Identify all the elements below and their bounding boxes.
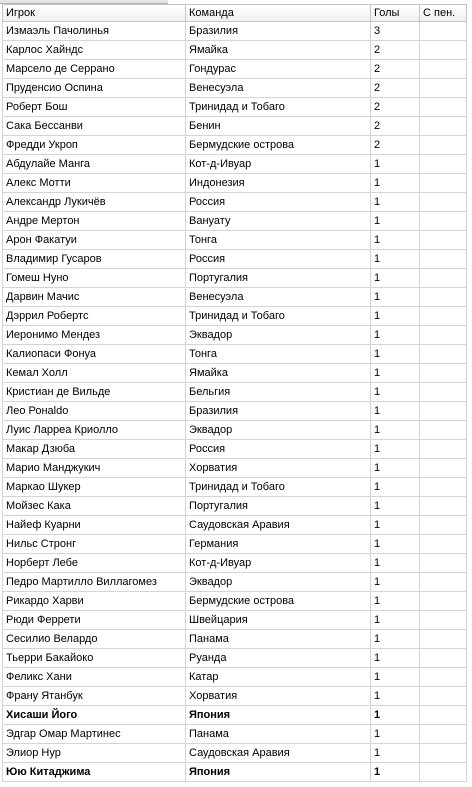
column-header-player[interactable]: Игрок (2, 5, 186, 21)
cell-goals: 1 (371, 725, 420, 743)
cell-penalties (420, 345, 467, 363)
cell-team: Панама (186, 630, 371, 648)
cell-penalties (420, 459, 467, 477)
cell-goals: 1 (371, 573, 420, 591)
cell-penalties (420, 611, 467, 629)
cell-player: Франу Ятанбук (2, 687, 186, 705)
cell-player: Эдгар Омар Мартинес (2, 725, 186, 743)
table-row[interactable] (2, 668, 467, 687)
cell-player: Владимир Гусаров (2, 250, 186, 268)
cell-goals: 1 (371, 212, 420, 230)
cell-team: Германия (186, 535, 371, 553)
cell-player: Калиопаси Фонуа (2, 345, 186, 363)
cell-penalties (420, 421, 467, 439)
cell-goals: 2 (371, 117, 420, 135)
cell-penalties (420, 98, 467, 116)
cell-player: Марио Манджукич (2, 459, 186, 477)
cell-penalties (420, 497, 467, 515)
cell-team: Тринидад и Тобаго (186, 98, 371, 116)
cell-penalties (420, 687, 467, 705)
cell-penalties (420, 573, 467, 591)
cell-team: Тонга (186, 345, 371, 363)
cell-team: Руанда (186, 649, 371, 667)
cell-goals: 1 (371, 326, 420, 344)
cell-penalties (420, 41, 467, 59)
table-row[interactable] (2, 592, 467, 611)
cell-team: Тринидад и Тобаго (186, 307, 371, 325)
table-row[interactable] (2, 79, 467, 98)
table-row[interactable] (2, 288, 467, 307)
table-row[interactable] (2, 725, 467, 744)
cell-player: Макар Дзюба (2, 440, 186, 458)
cell-penalties (420, 174, 467, 192)
table-row[interactable] (2, 687, 467, 706)
table-row[interactable] (2, 326, 467, 345)
cell-goals: 1 (371, 630, 420, 648)
table-row[interactable] (2, 250, 467, 269)
table-row[interactable] (2, 155, 467, 174)
cell-goals: 3 (371, 22, 420, 40)
cell-goals: 1 (371, 516, 420, 534)
cell-goals: 1 (371, 687, 420, 705)
cell-goals: 2 (371, 41, 420, 59)
cell-team: Япония (186, 763, 371, 781)
cell-team: Бразилия (186, 402, 371, 420)
table-row[interactable] (2, 421, 467, 440)
table-row[interactable] (2, 497, 467, 516)
table-row[interactable] (2, 212, 467, 231)
cell-goals: 1 (371, 744, 420, 762)
cell-player: Сака Бессанви (2, 117, 186, 135)
table-row[interactable] (2, 383, 467, 402)
cell-goals: 2 (371, 98, 420, 116)
cell-goals: 1 (371, 478, 420, 496)
cell-team: Гондурас (186, 60, 371, 78)
table-row[interactable] (2, 516, 467, 535)
cell-team: Тонга (186, 231, 371, 249)
cell-penalties (420, 155, 467, 173)
table-row[interactable] (2, 174, 467, 193)
cell-player: Карлос Хайндс (2, 41, 186, 59)
table-row[interactable] (2, 364, 467, 383)
cell-penalties (420, 763, 467, 781)
cell-goals: 1 (371, 668, 420, 686)
cell-player: Дэррил Робертс (2, 307, 186, 325)
table-row[interactable] (2, 763, 467, 782)
cell-team: Япония (186, 706, 371, 724)
cell-goals: 2 (371, 60, 420, 78)
cell-goals: 1 (371, 611, 420, 629)
cell-penalties (420, 212, 467, 230)
table-row[interactable] (2, 535, 467, 554)
cell-goals: 1 (371, 649, 420, 667)
cell-goals: 2 (371, 136, 420, 154)
cell-goals: 1 (371, 440, 420, 458)
cell-player: Юю Китаджима (2, 763, 186, 781)
table-row[interactable] (2, 744, 467, 763)
cell-player: Андре Мертон (2, 212, 186, 230)
column-header-penalties[interactable]: С пен. (420, 5, 467, 21)
table-row[interactable] (2, 41, 467, 60)
cell-penalties (420, 478, 467, 496)
cell-player: Иеронимо Мендез (2, 326, 186, 344)
cell-player: Марсело де Серрано (2, 60, 186, 78)
table-row[interactable] (2, 706, 467, 725)
cell-penalties (420, 592, 467, 610)
cell-team: Хорватия (186, 459, 371, 477)
table-row[interactable] (2, 554, 467, 573)
table-row[interactable] (2, 136, 467, 155)
cell-goals: 1 (371, 459, 420, 477)
cell-penalties (420, 706, 467, 724)
cell-player: Александр Лукичёв (2, 193, 186, 211)
table-row[interactable] (2, 459, 467, 478)
cell-team: Бермудские острова (186, 136, 371, 154)
cell-player: Маркао Шукер (2, 478, 186, 496)
cell-penalties (420, 744, 467, 762)
table-row[interactable] (2, 440, 467, 459)
cell-team: Тринидад и Тобаго (186, 478, 371, 496)
cell-player: Измаэль Пачолинья (2, 22, 186, 40)
cell-penalties (420, 630, 467, 648)
cell-goals: 1 (371, 288, 420, 306)
cell-player: Пруденсио Оспина (2, 79, 186, 97)
table-row[interactable] (2, 611, 467, 630)
cell-penalties (420, 307, 467, 325)
cell-team: Бенин (186, 117, 371, 135)
cell-goals: 1 (371, 269, 420, 287)
cell-team: Бельгия (186, 383, 371, 401)
cell-player: Элиор Нур (2, 744, 186, 762)
cell-team: Эквадор (186, 421, 371, 439)
cell-penalties (420, 288, 467, 306)
scorers-table (2, 4, 467, 782)
cell-goals: 1 (371, 402, 420, 420)
cell-penalties (420, 60, 467, 78)
cell-goals: 1 (371, 231, 420, 249)
cell-player: Алекс Мотти (2, 174, 186, 192)
table-row[interactable] (2, 307, 467, 326)
cell-goals: 1 (371, 763, 420, 781)
cell-penalties (420, 364, 467, 382)
cell-goals: 1 (371, 174, 420, 192)
cell-team: Индонезия (186, 174, 371, 192)
cell-team: Венесуэла (186, 288, 371, 306)
cell-penalties (420, 554, 467, 572)
cell-team: Саудовская Аравия (186, 516, 371, 534)
cell-penalties (420, 649, 467, 667)
cell-goals: 1 (371, 155, 420, 173)
cell-player: Абдулайе Манга (2, 155, 186, 173)
cell-team: Катар (186, 668, 371, 686)
cell-team: Венесуэла (186, 79, 371, 97)
cell-penalties (420, 440, 467, 458)
cell-penalties (420, 193, 467, 211)
cell-penalties (420, 516, 467, 534)
table-body (2, 22, 467, 782)
cell-team: Вануату (186, 212, 371, 230)
cell-player: Роберт Бош (2, 98, 186, 116)
cell-player: Норберт Лебе (2, 554, 186, 572)
cell-team: Бермудские острова (186, 592, 371, 610)
cell-team: Португалия (186, 269, 371, 287)
cell-team: Саудовская Аравия (186, 744, 371, 762)
cell-goals: 1 (371, 383, 420, 401)
cell-penalties (420, 535, 467, 553)
cell-player: Арон Факатуи (2, 231, 186, 249)
cell-penalties (420, 725, 467, 743)
cell-goals: 1 (371, 706, 420, 724)
cell-player: Сесилио Велардо (2, 630, 186, 648)
cell-team: Хорватия (186, 687, 371, 705)
table-row[interactable] (2, 573, 467, 592)
cell-team: Эквадор (186, 326, 371, 344)
cell-player: Педро Мартилло Виллагомез (2, 573, 186, 591)
cell-penalties (420, 326, 467, 344)
cell-player: Дарвин Мачис (2, 288, 186, 306)
cell-team: Ямайка (186, 41, 371, 59)
cell-goals: 1 (371, 592, 420, 610)
cell-penalties (420, 269, 467, 287)
column-header-goals[interactable]: Голы (371, 5, 420, 21)
cell-goals: 1 (371, 345, 420, 363)
cell-player: Гомеш Нуно (2, 269, 186, 287)
cell-penalties (420, 250, 467, 268)
cell-player: Лео Ронаldo (2, 402, 186, 420)
table-header (2, 4, 467, 22)
table-row[interactable] (2, 345, 467, 364)
cell-player: Хисаши Його (2, 706, 186, 724)
cell-team: Кот-д-Ивуар (186, 554, 371, 572)
cell-player: Кристиан де Вильде (2, 383, 186, 401)
table-row[interactable] (2, 117, 467, 136)
cell-goals: 1 (371, 535, 420, 553)
table-row[interactable] (2, 649, 467, 668)
cell-team: Россия (186, 440, 371, 458)
cell-team: Бразилия (186, 22, 371, 40)
cell-player: Кемал Холл (2, 364, 186, 382)
cell-player: Луис Ларреа Криолло (2, 421, 186, 439)
table-row[interactable] (2, 231, 467, 250)
cell-penalties (420, 79, 467, 97)
cell-penalties (420, 383, 467, 401)
column-header-team[interactable]: Команда (186, 5, 371, 21)
cell-goals: 1 (371, 193, 420, 211)
cell-player: Фредди Укроп (2, 136, 186, 154)
cell-player: Феликс Хани (2, 668, 186, 686)
cell-team: Португалия (186, 497, 371, 515)
cell-player: Рюди Феррети (2, 611, 186, 629)
cell-team: Эквадор (186, 573, 371, 591)
cell-goals: 1 (371, 364, 420, 382)
cell-team: Панама (186, 725, 371, 743)
cell-player: Мойзес Кака (2, 497, 186, 515)
cell-player: Найеф Куарни (2, 516, 186, 534)
table-row[interactable] (2, 98, 467, 117)
cell-penalties (420, 402, 467, 420)
cell-team: Ямайка (186, 364, 371, 382)
cell-team: Швейцария (186, 611, 371, 629)
cell-player: Нильс Стронг (2, 535, 186, 553)
cell-team: Кот-д-Ивуар (186, 155, 371, 173)
cell-goals: 1 (371, 307, 420, 325)
cell-player: Тьерри Бакайоко (2, 649, 186, 667)
cell-player: Рикардо Харви (2, 592, 186, 610)
table-row[interactable] (2, 478, 467, 497)
table-row[interactable] (2, 630, 467, 649)
table-row[interactable] (2, 22, 467, 41)
table-row[interactable] (2, 402, 467, 421)
cell-team: Россия (186, 193, 371, 211)
cell-penalties (420, 22, 467, 40)
cell-penalties (420, 117, 467, 135)
cell-goals: 1 (371, 250, 420, 268)
table-row[interactable] (2, 60, 467, 79)
cell-goals: 1 (371, 421, 420, 439)
table-row[interactable] (2, 269, 467, 288)
cell-team: Россия (186, 250, 371, 268)
cell-goals: 2 (371, 79, 420, 97)
cell-penalties (420, 231, 467, 249)
table-row[interactable] (2, 193, 467, 212)
cell-goals: 1 (371, 497, 420, 515)
cell-penalties (420, 668, 467, 686)
cell-penalties (420, 136, 467, 154)
cell-goals: 1 (371, 554, 420, 572)
